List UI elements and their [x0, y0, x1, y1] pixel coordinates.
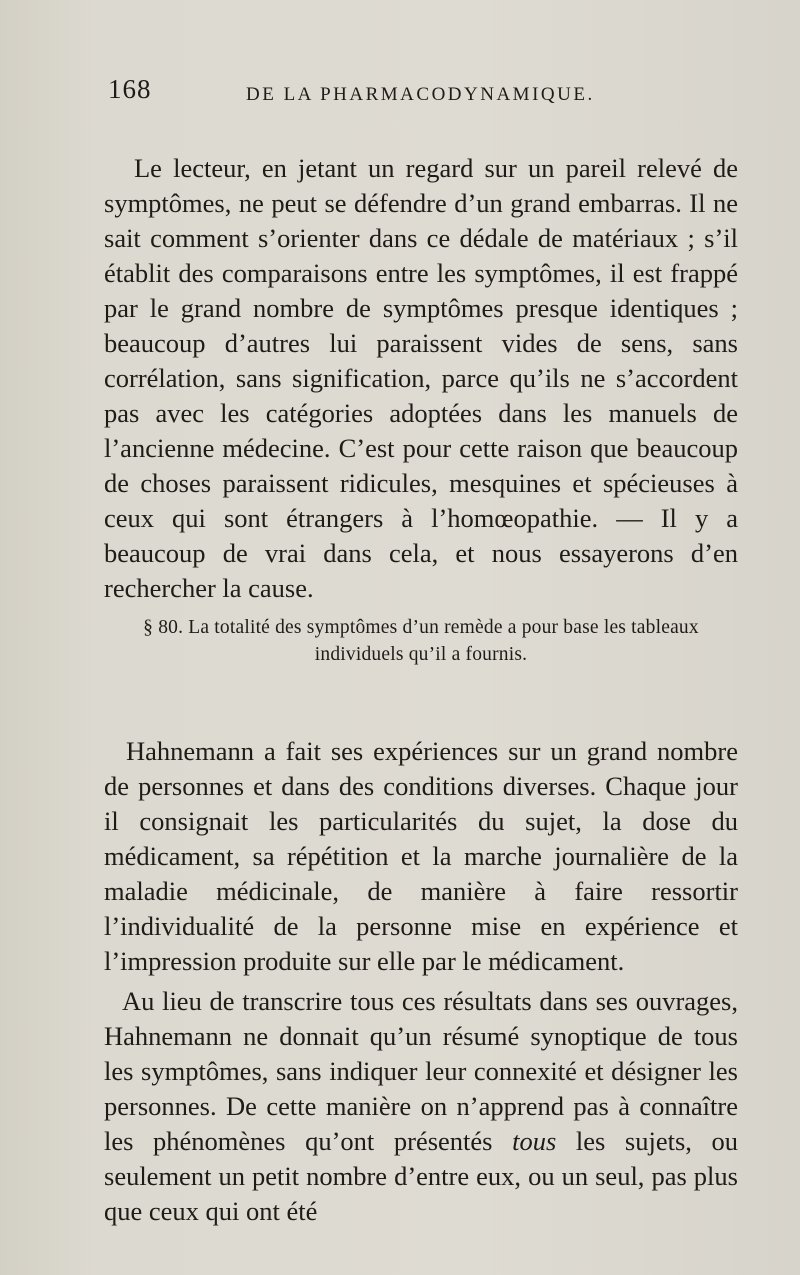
paragraph-3-emphasis: tous — [512, 1125, 557, 1156]
page-header — [108, 74, 748, 110]
paragraph-1: Le lecteur, en jetant un regard sur un pareil relevé de symptômes, ne peut se défendre d’un grand embarras. Il ne sait comment s’orienter dans ce dédale de matériaux ; s’il établit des comparaisons entre les symptômes, il est frappé par le grand nombre de symptômes presque identiques ; beaucoup d’autres lui paraissent vides de sens, sans corrélation, sans signification, parce qu’ils ne s’accordent pas avec les catégories adoptées dans les manuels de l’ancienne médecine. C’est pour cette raison que beaucoup de choses paraissent ridicules, mesquines et spécieuses à ceux qui sont étrangers à l’homœopathie. — Il y a beaucoup de vrai dans cela, et nous essayerons d’en rechercher la cause. — [104, 152, 738, 603]
running-head: DE LA PHARMACODYNAMIQUE. — [246, 84, 595, 105]
section-heading: § 80. La totalité des symptômes d’un remède a pour base les tableaux individuels qu’il a fournis. — [143, 617, 699, 665]
page-number: 168 — [108, 74, 152, 104]
paragraph-2: Hahnemann a fait ses expériences sur un grand nombre de personnes et dans des conditions diverses. Chaque jour il consignait les particularités du sujet, la dose du médicament, sa répétition et la marche journalière de la maladie médicinale, de manière à faire ressortir l’individualité de la personne mise en expérience et l’impression produite sur elle par le médicament. — [104, 735, 738, 976]
paragraph-3-text-end: les sujets, ou seulement un petit nombre d’entre eux, ou un seul, pas plus que ceux qui ont été — [104, 1125, 738, 1226]
paragraph-3-text-start: Au lieu de transcrire tous ces résultats dans ses ouvrages, Hahnemann ne donnait qu’un résumé synoptique de tous les symptômes, sans indiquer leur connexité et désigner les personnes. De cette manière on n’apprend pas à connaître les phénomènes qu’ont présentés — [104, 985, 738, 1156]
paragraph-3 — [104, 984, 738, 1229]
